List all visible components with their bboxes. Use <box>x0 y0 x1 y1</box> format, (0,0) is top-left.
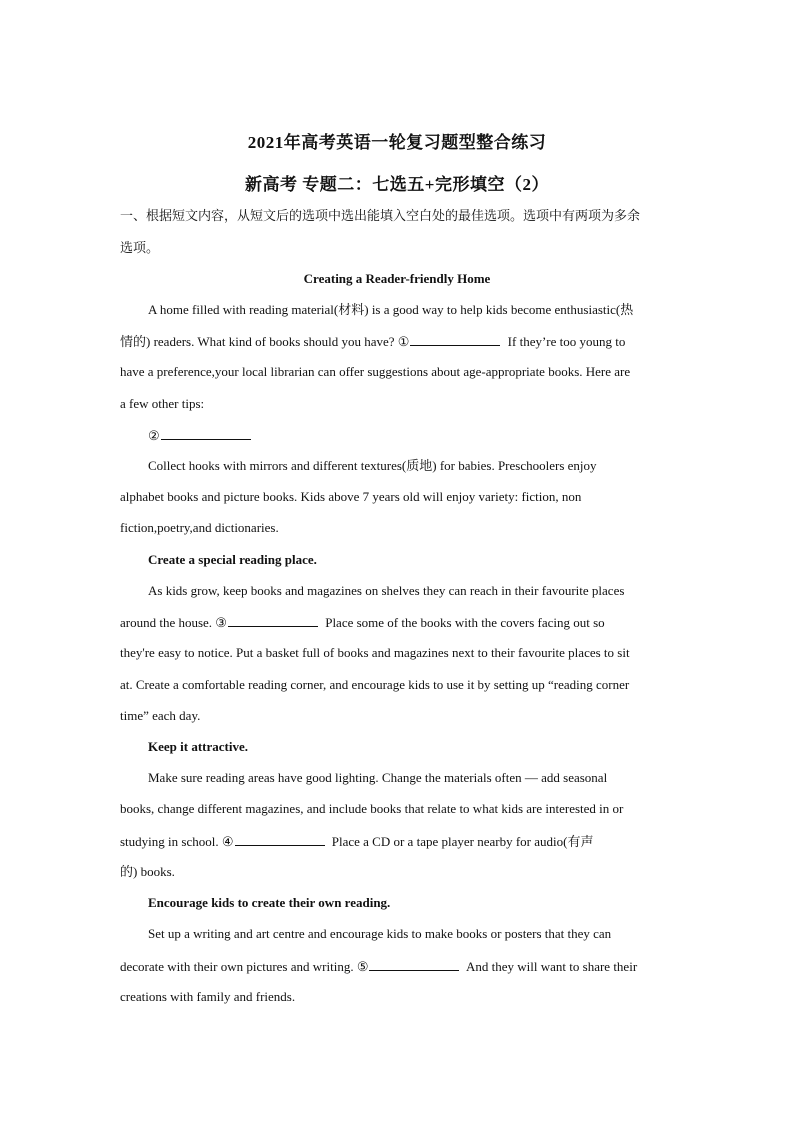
p3-line-4: at. Create a comfortable reading corner, and encourage kids to use it by setting up “reading corner <box>120 677 630 692</box>
p3-line-3: they're easy to notice. Put a basket full of books and magazines next to their favourite places to sit <box>120 645 630 660</box>
answer-blank-4[interactable] <box>235 833 325 846</box>
section-heading-reading-place: Create a special reading place. <box>148 552 317 567</box>
answer-blank-1[interactable] <box>410 333 500 346</box>
p4-line-3-start: studying in school. ④ <box>120 834 234 849</box>
instructions-line-2: 选项。 <box>120 240 160 255</box>
p2-line-1: Collect hooks with mirrors and different textures(质地) for babies. Preschoolers enjoy <box>148 458 597 473</box>
p2-line-2: alphabet books and picture books. Kids above 7 years old will enjoy variety: fiction, non <box>120 489 582 504</box>
p4-line-2: books, change different magazines, and include books that relate to what kids are interested in or <box>120 801 624 816</box>
p3-line-2 <box>120 614 680 631</box>
p1-line-2 <box>120 333 680 350</box>
blank-2-marker: ② <box>148 428 160 443</box>
answer-blank-5[interactable] <box>369 958 459 971</box>
answer-blank-2[interactable] <box>161 427 251 440</box>
p1-line-4: a few other tips: <box>120 396 205 411</box>
document-subtitle: 新高考 专题二：七选五+完形填空（2） <box>245 175 549 194</box>
passage-title: Creating a Reader-friendly Home <box>303 271 491 286</box>
p3-line-2-start: around the house. ③ <box>120 615 227 630</box>
p5-line-3: creations with family and friends. <box>120 989 296 1004</box>
section-heading-attractive: Keep it attractive. <box>148 739 248 754</box>
p4-line-3-end: Place a CD or a tape player nearby for audio(有声 <box>328 834 594 849</box>
p5-line-2-start: decorate with their own pictures and writing. ⑤ <box>120 959 369 974</box>
p2-line-3: fiction,poetry,and dictionaries. <box>120 520 279 535</box>
p1-line-2-end: If they’re too young to <box>504 334 626 349</box>
p1-line-3: have a preference,your local librarian can offer suggestions about age-appropriate books. Here are <box>120 364 631 379</box>
answer-blank-3[interactable] <box>228 614 318 627</box>
p4-line-1: Make sure reading areas have good lighting. Change the materials often — add seasonal <box>148 770 608 785</box>
document-title: 2021年高考英语一轮复习题型整合练习 <box>247 133 547 152</box>
p5-line-2 <box>120 958 680 975</box>
p3-line-1: As kids grow, keep books and magazines on shelves they can reach in their favourite places <box>148 583 625 598</box>
p4-line-4: 的) books. <box>120 864 175 879</box>
p4-line-3 <box>120 833 680 850</box>
p1-line-2-start: 情的) readers. What kind of books should you have? ① <box>120 334 410 349</box>
p3-line-2-end: Place some of the books with the covers facing out so <box>321 615 605 630</box>
p1-line-1: A home filled with reading material(材料) is a good way to help kids become enthusiastic(热 <box>148 302 634 317</box>
instructions-line-1: 一、根据短文内容，从短文后的选项中选出能填入空白处的最佳选项。选项中有两项为多余 <box>120 208 641 223</box>
p3-line-5: time” each day. <box>120 708 201 723</box>
blank-2-line <box>148 427 708 444</box>
p5-line-1: Set up a writing and art centre and encourage kids to make books or posters that they can <box>148 926 612 941</box>
p5-line-2-end: And they will want to share their <box>463 959 638 974</box>
section-heading-create-reading: Encourage kids to create their own reading. <box>148 895 391 910</box>
